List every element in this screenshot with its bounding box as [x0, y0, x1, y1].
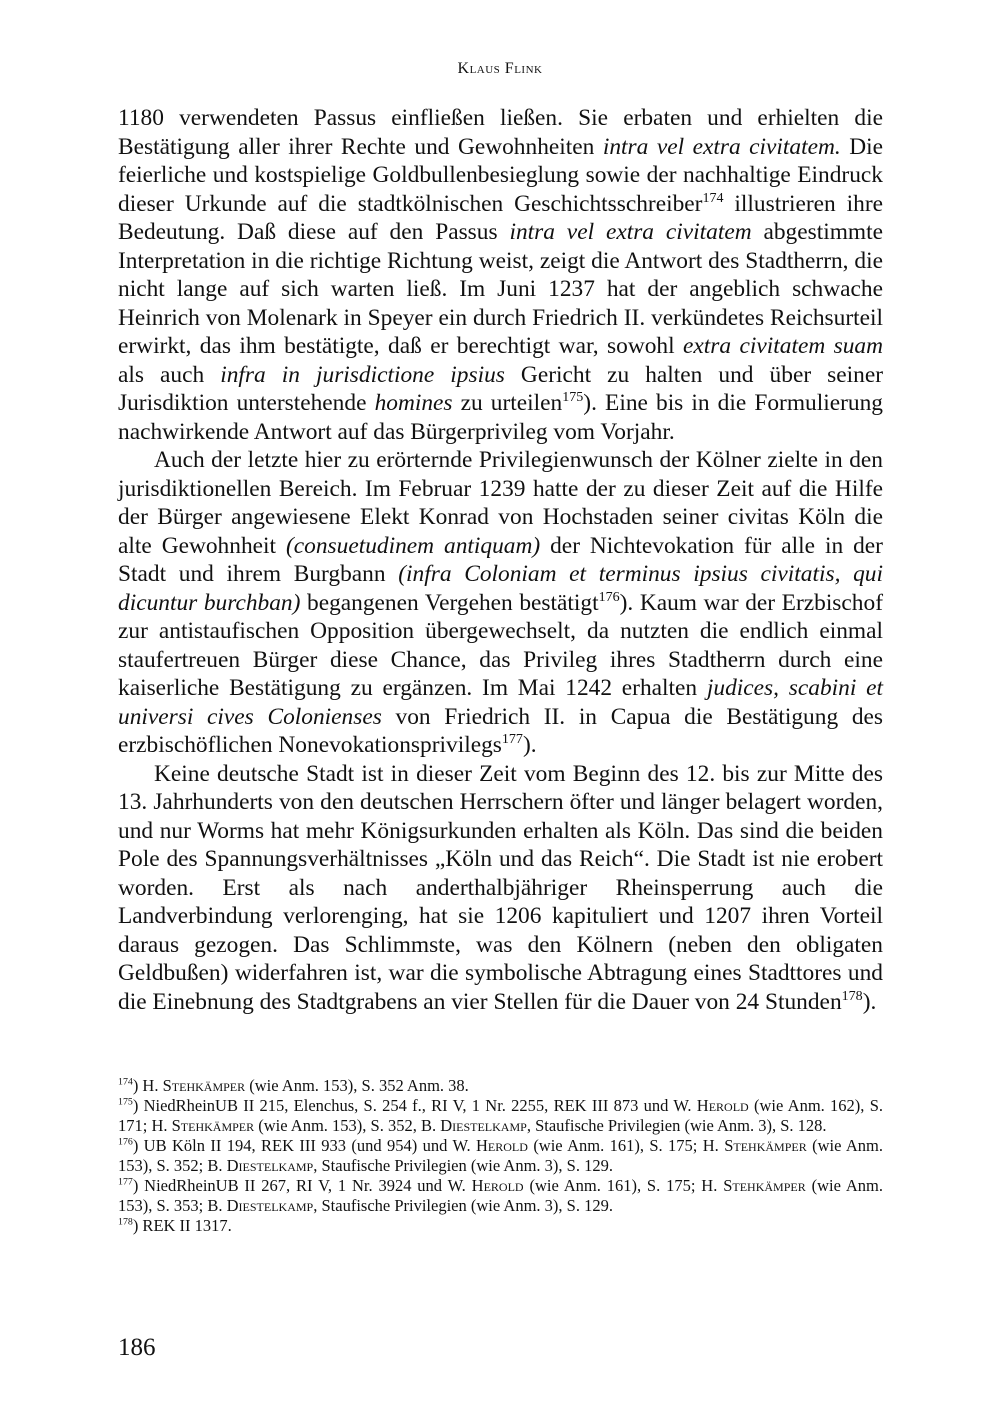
footnote-text: (wie Anm. 161), S. 175; H.	[523, 1176, 724, 1195]
footnote-text: , Staufische Privilegien (wie Anm. 3), S. 129.	[313, 1196, 613, 1215]
footnote-175	[118, 1096, 883, 1136]
text-run: abgestimmte Interpretation in die richtige Richtung weist, zeigt die Antwort des Stadtherrn, die nicht lange auf sich warten ließ. Im Juni 1237 hat der angeblich schwache Heinrich von Molenark in Speyer ein durch Friedrich II. verkündetes Reichsurteil erwirkt, das ihm bestätigte, daß er berechtigt war, sowohl	[118, 219, 883, 359]
latin-phrase: (consuetudinem antiquam)	[285, 532, 541, 559]
footnote-ref-175[interactable]: 175	[562, 389, 584, 406]
author-name: Stehkämper	[171, 1116, 255, 1135]
text-run: illustrieren ihre Bedeutung. Daß diese auf den Passus	[118, 190, 883, 245]
text-run: Die feierliche und kostspielige Goldbullenbesieglung sowie der nachhaltige Eindruck dieser Urkunde auf die stadtkölnischen Geschichtsschreiber	[118, 133, 884, 217]
footnote-text: (wie Anm. 162), S. 171; H.	[118, 1096, 883, 1135]
paragraph-3	[118, 760, 883, 1017]
footnote-text: ) NiedRheinUB II 267, RI V, 1 Nr. 3924 und W.	[132, 1176, 472, 1195]
author-name: Stehkämper	[723, 1176, 806, 1195]
latin-phrase: homines	[374, 390, 453, 416]
main-text	[118, 104, 883, 1016]
text-run: ). Kaum war der Erzbischof zur antistaufischen Opposition übergewechselt, da nutzten die endlich einmal staufertreuen Bürger diese Chance, das Privileg ihres Stadtherrn durch eine kaiserliche Bestätigung zu ergänzen. Im Mai 1242 erhalten	[118, 589, 883, 701]
author-name: Stehkämper	[724, 1136, 807, 1155]
running-header-author: Klaus Flink	[457, 60, 543, 77]
text-run: ). Eine bis in die Formulierung nachwirkende Antwort auf das Bürgerprivileg vom Vorjahr.	[118, 390, 883, 445]
latin-phrase: judices, scabini et universi cives Colonienses	[118, 675, 883, 730]
text-run: Auch der letzte hier zu erörternde Privilegienwunsch der Kölner zielte in den jurisdiktionellen Bereich. Im Februar 1239 hatte der zu dieser Zeit auf die Hilfe der Bürger angewiesene Elekt Konrad von Hochstaden seiner civitas Köln die alte Gewohnheit	[118, 447, 883, 559]
author-name: Diestelkamp	[440, 1116, 527, 1135]
text-run: als auch	[118, 361, 221, 388]
text-run: Keine deutsche Stadt ist in dieser Zeit vom Beginn des 12. bis zur Mitte des 13. Jahrhunderts von den deutschen Herrschern öfter und länger belagert worden, und nur Worms hat mehr Königsurkunden erhalten als Köln. Das sind die beiden Pole des Spannungsverhältnisses „Köln und das Reich“. Die Stadt ist nie erobert worden. Erst als nach anderthalbjähriger Rheinsperrung auch die Landverbindung verlorenging, hat sie 1206 kapituliert und 1207 ihren Vorteil daraus gezogen. Das Schlimmste, was den Kölnern (neben den obligaten Geldbußen) widerfahren ist, war die symbolische Abtragung eines Stadttores und die Einebnung des Stadtgrabens an vier Stellen für die Dauer von 24 Stunden	[118, 760, 883, 1015]
footnote-ref-177[interactable]: 177	[501, 731, 523, 748]
paragraph-2	[118, 446, 883, 760]
author-name: Diestelkamp	[226, 1196, 314, 1215]
footnote-ref-176[interactable]: 176	[598, 588, 620, 605]
author-name: Herold	[471, 1176, 524, 1195]
footnote-text: ) UB Köln II 194, REK III 933 (und 954) und W.	[132, 1136, 477, 1155]
paragraph-1	[118, 104, 883, 446]
text-run: ).	[522, 732, 537, 758]
text-run: 1180 verwendeten Passus einfließen ließen. Sie erbaten und erhielten die Bestätigung aller ihrer Rechte und Gewohnheiten	[118, 105, 883, 160]
footnote-text: , Staufische Privilegien (wie Anm. 3), S. 128.	[526, 1116, 827, 1135]
footnote-ref-178[interactable]: 178	[841, 987, 863, 1004]
footnote-number: 174	[118, 1076, 133, 1088]
latin-phrase: (infra Coloniam et terminus ipsius civitatis, qui dicuntur burchban)	[118, 561, 883, 616]
text-run: ).	[862, 988, 877, 1015]
text-run: Gericht zu halten und über seiner Jurisdiktion unterstehende	[118, 361, 883, 416]
author-name: Diestelkamp	[226, 1156, 314, 1175]
latin-phrase: extra civitatem suam	[683, 333, 883, 359]
footnote-text: (wie Anm. 153), S. 352 Anm. 38.	[245, 1076, 469, 1095]
author-name: Stehkämper	[162, 1076, 246, 1095]
footnote-text: , Staufische Privilegien (wie Anm. 3), S. 129.	[313, 1156, 613, 1175]
footnote-number: 178	[118, 1216, 133, 1228]
author-name: Herold	[476, 1136, 528, 1155]
footnote-177	[118, 1176, 883, 1216]
text-run: begangenen Vergehen bestätigt	[300, 589, 599, 616]
footnote-176	[118, 1136, 883, 1176]
latin-phrase: infra in jurisdictione ipsius	[220, 361, 505, 388]
footnotes	[118, 1076, 883, 1236]
footnote-number: 177	[118, 1176, 133, 1188]
footnote-text: (wie Anm. 153), S. 353; B.	[118, 1176, 883, 1215]
footnote-text: ) REK II 1317.	[132, 1216, 232, 1235]
text-run: der Nichtevokation für alle in der Stadt und ihrem Burgbann	[118, 532, 883, 587]
footnote-number: 176	[118, 1136, 133, 1148]
footnote-174	[118, 1076, 883, 1096]
footnote-text: (wie Anm. 161), S. 175; H.	[527, 1136, 725, 1155]
latin-phrase: intra vel extra civitatem	[509, 219, 752, 245]
running-header	[0, 60, 1000, 78]
footnote-text: (wie Anm. 153), S. 352, B.	[254, 1116, 441, 1135]
latin-phrase: intra vel extra civitatem.	[602, 133, 841, 160]
footnote-text: (wie Anm. 153), S. 352; B.	[118, 1136, 883, 1175]
footnote-ref-174[interactable]: 174	[702, 189, 724, 206]
page-number: 186	[118, 1334, 156, 1361]
text-run: zu urteilen	[452, 390, 563, 416]
footnote-178	[118, 1216, 883, 1236]
footnote-text: ) H.	[132, 1076, 163, 1095]
text-run: von Friedrich II. in Capua die Bestätigung des erzbischöflichen Nonevokationsprivilegs	[118, 703, 883, 758]
footnote-text: ) NiedRheinUB II 215, Elenchus, S. 254 f., RI V, 1 Nr. 2255, REK III 873 und W.	[132, 1096, 697, 1115]
author-name: Herold	[696, 1096, 749, 1115]
footnote-number: 175	[118, 1096, 133, 1108]
